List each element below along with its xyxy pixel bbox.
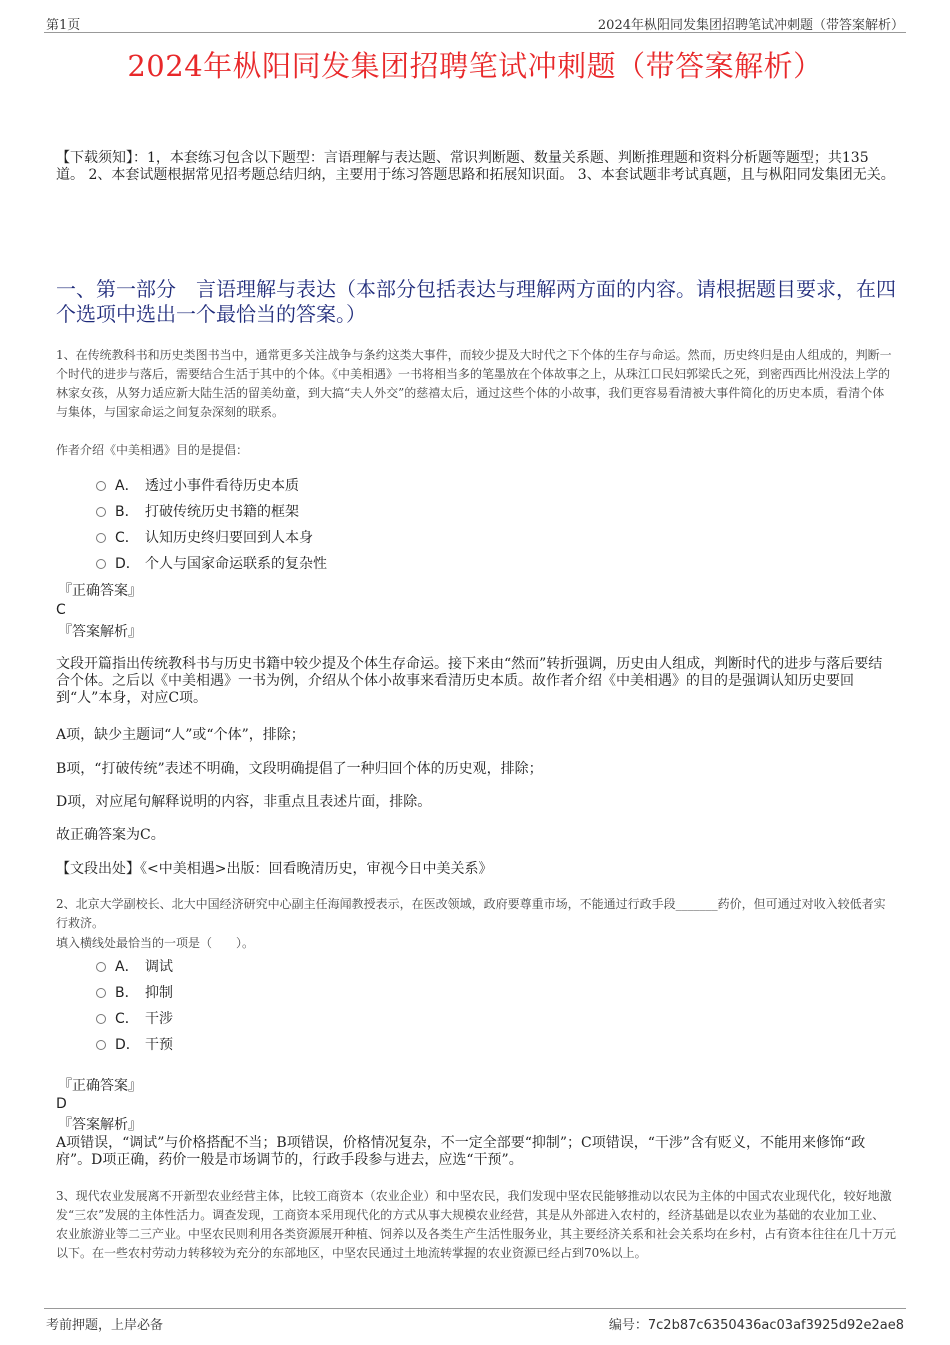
option-label: B． — [115, 985, 139, 1001]
question-1-conclusion: 故正确答案为C。 — [56, 827, 165, 843]
option-text: 透过小事件看待历史本质 — [145, 478, 299, 494]
radio-icon[interactable] — [96, 962, 106, 972]
question-1-text: 1、在传统教科书和历史类图书当中，通常更多关注战争与条约这类大事件，而较少提及大时代之下个体的生存与命运。然而，历史终归是由人组成的，判断一个时代的进步与落后，需要结合生活于其中的个体。《中美相遇》一书将相当多的笔墨放在个体故事之上，从珠江口民妇郭梁氏之死，到密西西比州没法上学的林家女孩，从努力适应新大陆生活的留美幼童，到大搞“夫人外交”的慈禧太后，通过这些个体的小故事，我们更容易看清被大事件简化的历史本质，看清个体与集体，与国家命运之间复杂深刻的联系。 — [56, 348, 892, 419]
option-label: A． — [115, 959, 139, 975]
question-2-option-a[interactable] — [96, 958, 173, 976]
option-label: D． — [115, 1037, 140, 1053]
radio-icon[interactable] — [96, 481, 106, 491]
radio-icon[interactable] — [96, 1040, 106, 1050]
footer-slogan: 考前押题，上岸必备 — [46, 1318, 164, 1333]
question-1-analysis-b: B项，“打破传统”表述不明确，文段明确提倡了一种归回个体的历史观，排除； — [56, 761, 543, 777]
option-text: 调试 — [145, 959, 173, 975]
footer-doc-id: 编号：7c2b87c6350436ac03af3925d92e2ae8 — [608, 1318, 904, 1333]
option-label: A． — [115, 478, 139, 494]
question-1-option-c[interactable] — [96, 529, 313, 547]
radio-icon[interactable] — [96, 1014, 106, 1024]
question-2-text: 2、北京大学副校长、北大中国经济研究中心副主任海闻教授表示，在医改领域，政府要尊重市场，不能通过行政手段_______药价，但可通过对收入较低者实行救济。 — [56, 897, 886, 930]
radio-icon[interactable] — [96, 559, 106, 569]
radio-icon[interactable] — [96, 988, 106, 998]
question-1-analysis-d: D项，对应尾句解释说明的内容，非重点且表述片面，排除。 — [56, 794, 432, 810]
option-text: 干涉 — [145, 1011, 173, 1027]
header-page-number: 第1页 — [46, 18, 81, 33]
footer-divider — [44, 1308, 906, 1309]
question-1-analysis-label: 『答案解析』 — [58, 624, 142, 640]
section-heading-1: 一、第一部分 言语理解与表达（本部分包括表达与理解两方面的内容。请根据题目要求，在四个选项中选出一个最恰当的答案。） — [56, 277, 896, 326]
question-1-stem: 作者介绍《中美相遇》目的是提倡： — [56, 443, 249, 457]
option-label: C． — [115, 1011, 139, 1027]
radio-icon[interactable] — [96, 533, 106, 543]
option-text: 个人与国家命运联系的复杂性 — [145, 556, 327, 572]
option-text: 抑制 — [145, 985, 173, 1001]
option-label: D． — [115, 556, 140, 572]
question-1-analysis-a: A项，缺少主题词“人”或“个体”，排除； — [56, 727, 305, 743]
question-2-option-d[interactable] — [96, 1036, 173, 1054]
question-2-option-b[interactable] — [96, 984, 173, 1002]
question-1-option-d[interactable] — [96, 555, 327, 573]
question-2-option-c[interactable] — [96, 1010, 173, 1028]
question-1-option-b[interactable] — [96, 503, 299, 521]
option-text: 认知历史终归要回到人本身 — [145, 530, 313, 546]
page-title: 2024年枞阳同发集团招聘笔试冲刺题（带答案解析） — [127, 49, 823, 83]
question-1-analysis-main: 文段开篇指出传统教科书与历史书籍中较少提及个体生存命运。接下来由“然而”转折强调，历史由人组成，判断时代的进步与落后要结合个体。之后以《中美相遇》一书为例，介绍从个体小故事来看清历史本质。故作者介绍《中美相遇》的目的是强调认知历史要回到“人”本身，对应C项。 — [56, 656, 883, 706]
question-1-answer: C — [56, 602, 66, 618]
option-text: 干预 — [145, 1037, 173, 1053]
radio-icon[interactable] — [96, 507, 106, 517]
question-1-answer-label: 『正确答案』 — [58, 583, 142, 599]
download-notice: 【下载须知】：1，本套练习包含以下题型：言语理解与表达题、常识判断题、数量关系题、判断推理题和资料分析题等题型；共135道。 2、本套试题根据常见招考题总结归纳，主要用于练习答题思路和拓展知识面。 3、本套试题非考试真题，且与枞阳同发集团无关。 — [56, 150, 895, 183]
option-label: B． — [115, 504, 139, 520]
header-divider — [44, 32, 906, 33]
question-3-text: 3、现代农业发展离不开新型农业经营主体，比较工商资本（农业企业）和中坚农民，我们发现中坚农民能够推动以农民为主体的中国式农业现代化，较好地激发“三农”发展的主体性活力。调查发现，工商资本采用现代化的方式从事大规模农业经营，其是从外部进入农村的，经济基础是以农业为基础的农业加工业、农业旅游业等二三产业。中坚农民则利用各类资源展开种植、饲养以及各类生产生活性服务业，其主要经济关系和社会关系均在乡村，占有资本往往在几十万元以下。在一些农村劳动力转移较为充分的东部地区，中坚农民通过土地流转掌握的农业资源已经占到70%以上。 — [56, 1189, 897, 1260]
option-label: C． — [115, 530, 139, 546]
question-2-stem: 填入横线处最恰当的一项是（ ）。 — [56, 936, 255, 950]
header-doc-title: 2024年枞阳同发集团招聘笔试冲刺题（带答案解析） — [597, 18, 904, 33]
question-2-answer: D — [56, 1096, 67, 1112]
question-2-analysis-label: 『答案解析』 — [58, 1117, 142, 1133]
question-1-source: 【文段出处】《<中美相遇>出版：回看晚清历史，审视今日中美关系》 — [56, 861, 493, 877]
question-1-option-a[interactable] — [96, 477, 299, 495]
question-2-answer-label: 『正确答案』 — [58, 1078, 142, 1094]
question-2-analysis: A项错误，“调试”与价格搭配不当；B项错误，价格情况复杂，不一定全部要“抑制”；C项错误，“干涉”含有贬义，不能用来修饰“政府”。D项正确，药价一般是市场调节的，行政手段参与进去，应选“干预”。 — [56, 1135, 866, 1168]
option-text: 打破传统历史书籍的框架 — [145, 504, 299, 520]
